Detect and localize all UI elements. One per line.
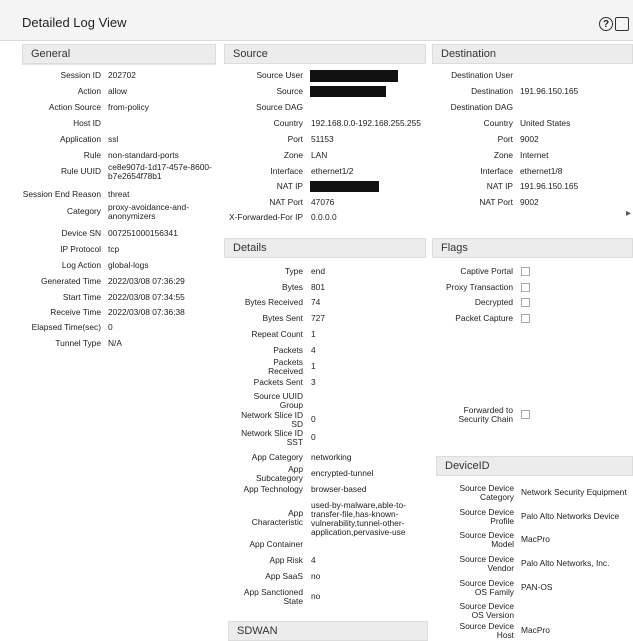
destination-value-nat-port: 9002 [520,197,539,207]
source-label-source-dag: Source DAG [255,102,303,112]
destination-header: Destination [432,44,633,64]
general-label-session-id: Session ID [60,70,101,80]
details-value-app-characteristic: used-by-malware,able-to-transfer-file,has-known-vulnerability,tunnel-other-application,pervasive-use [311,500,406,537]
details-label-app-sanctioned-state: App Sanctioned State [243,587,303,606]
source-label-source-user: Source User [256,70,303,80]
general-label-action-source: Action Source [48,102,101,112]
details-value-network-slice-id-sd: 0 [311,414,316,424]
details-label-app-characteristic: App Characteristic [251,508,303,527]
general-label-receive-time: Receive Time [50,307,101,317]
general-label-category: Category [67,206,101,216]
general-label-rule: Rule [83,150,101,160]
device-value-source-device-profile: Palo Alto Networks Device [521,511,620,521]
general-value-session-end-reason: threat [108,189,130,199]
flags-checkbox-proxy-transaction [521,283,530,292]
details-label-app-risk: App Risk [269,555,303,565]
general-label-generated-time: Generated Time [40,276,101,286]
general-label-elapsed-time-sec: Elapsed Time(sec) [31,322,101,332]
device-label-source-device-model: Source Device Model [459,530,514,549]
redacted-source-user [310,70,398,82]
window-title: Detailed Log View [22,15,127,30]
general-value-rule: non-standard-ports [108,150,179,160]
source-label-x-forwarded-for-ip: X-Forwarded-For IP [229,212,303,222]
device-label-source-device-os-version: Source Device OS Version [459,601,514,620]
general-value-tunnel-type: N/A [108,338,122,348]
details-label-bytes-received: Bytes Received [244,297,303,307]
general-label-log-action: Log Action [61,260,101,270]
details-value-app-category: networking [311,452,352,462]
flags-label-decrypted: Decrypted [474,297,513,307]
details-value-packets-sent: 3 [311,377,316,387]
redacted-nat-ip [310,181,379,192]
source-value-zone: LAN [311,150,328,160]
details-label-source-uuid-group: Source UUID Group [253,391,303,410]
general-label-host-id: Host ID [73,118,101,128]
destination-label-nat-port: NAT Port [479,197,513,207]
general-header: General [22,44,216,64]
details-label-packets: Packets [273,345,303,355]
details-value-app-technology: browser-based [311,484,367,494]
general-value-category: proxy-avoidance-and-anonymizers [108,202,190,221]
device-label-source-device-category: Source Device Category [459,483,514,502]
device-label-source-device-host: Source Device Host [459,621,514,640]
destination-label-zone: Zone [493,150,513,160]
details-value-app-saas: no [311,571,321,581]
general-value-receive-time: 2022/03/08 07:36:38 [108,307,185,317]
mouse-cursor: ▸ [626,208,632,219]
details-value-app-subcategory: encrypted-tunnel [311,468,374,478]
maximize-icon[interactable] [615,17,629,31]
device-value-source-device-host: MacPro [521,625,550,635]
general-label-ip-protocol: IP Protocol [60,244,101,254]
flags-label-forwarded-to-security-chain: Forwarded to Security Chain [458,405,513,424]
device-value-source-device-category: Network Security Equipment [521,487,627,497]
details-header: Details [224,238,426,258]
destination-value-interface: ethernet1/8 [520,166,563,176]
general-label-start-time: Start Time [62,292,101,302]
general-value-ip-protocol: tcp [108,244,120,254]
destination-label-nat-ip: NAT IP [486,181,513,191]
source-label-nat-port: NAT Port [269,197,303,207]
general-value-action-source: from-policy [108,102,149,112]
source-value-country: 192.168.0.0-192.168.255.255 [311,118,421,128]
general-value-session-id: 202702 [108,70,136,80]
flags-checkbox-decrypted [521,298,530,307]
device-label-source-device-os-family: Source Device OS Family [459,578,514,597]
details-label-bytes-sent: Bytes Sent [262,313,303,323]
general-label-device-sn: Device SN [61,228,101,238]
details-value-bytes: 801 [311,282,325,292]
details-label-app-container: App Container [249,539,303,549]
details-value-bytes-sent: 727 [311,313,325,323]
general-value-action: allow [108,86,128,96]
details-label-bytes: Bytes [282,282,303,292]
general-value-generated-time: 2022/03/08 07:36:29 [108,276,185,286]
source-value-interface: ethernet1/2 [311,166,354,176]
sdwan-header: SDWAN [228,621,428,641]
source-label-country: Country [273,118,303,128]
general-label-tunnel-type: Tunnel Type [55,338,101,348]
details-label-network-slice-id-sst: Network Slice ID SST [241,428,303,447]
destination-label-destination: Destination [471,86,513,96]
flags-label-packet-capture: Packet Capture [455,313,513,323]
flags-checkbox-forwarded-to-security-chain [521,410,530,419]
details-value-repeat-count: 1 [311,329,316,339]
destination-value-destination: 191.96.150.165 [520,86,579,96]
destination-label-interface: Interface [480,166,513,176]
sdwan-panel [228,621,428,639]
device-value-source-device-os-family: PAN-OS [521,582,553,592]
device-label-source-device-vendor: Source Device Vendor [459,554,514,573]
source-label-source: Source [276,86,303,96]
details-value-app-sanctioned-state: no [311,591,321,601]
help-icon[interactable]: ? [599,17,613,31]
general-value-device-sn: 007251000156341 [108,228,178,238]
details-label-network-slice-id-sd: Network Slice ID SD [241,410,303,429]
details-label-repeat-count: Repeat Count [251,329,303,339]
flags-header: Flags [432,238,633,258]
details-value-type: end [311,266,325,276]
flags-checkbox-captive-portal [521,267,530,276]
details-value-packets: 4 [311,345,316,355]
general-value-rule-uuid: ce8e907d-1d17-457e-8600-b7e2654f78b1 [108,162,212,181]
destination-value-nat-ip: 191.96.150.165 [520,181,579,191]
redacted-source [310,86,386,97]
destination-label-destination-user: Destination User [451,70,513,80]
details-label-app-saas: App SaaS [265,571,303,581]
details-value-network-slice-id-sst: 0 [311,432,316,442]
destination-value-port: 9002 [520,134,539,144]
source-value-nat-port: 47076 [311,197,335,207]
destination-label-port: Port [497,134,513,144]
destination-value-zone: Internet [520,150,549,160]
details-value-app-risk: 4 [311,555,316,565]
general-value-elapsed-time-sec: 0 [108,322,113,332]
general-label-session-end-reason: Session End Reason [22,189,101,199]
details-label-app-category: App Category [251,452,303,462]
source-label-zone: Zone [283,150,303,160]
details-label-packets-received: Packets Received [268,357,303,376]
general-label-application: Application [60,134,101,144]
destination-label-country: Country [483,118,513,128]
general-value-start-time: 2022/03/08 07:34:55 [108,292,185,302]
device-value-source-device-model: MacPro [521,534,550,544]
device-label-source-device-profile: Source Device Profile [459,507,514,526]
general-value-application: ssl [108,134,119,144]
details-value-packets-received: 1 [311,361,316,371]
title-bar [0,0,633,41]
source-label-interface: Interface [270,166,303,176]
flags-label-proxy-transaction: Proxy Transaction [445,282,513,292]
destination-value-country: United States [520,118,571,128]
source-value-x-forwarded-for-ip: 0.0.0.0 [311,212,337,222]
destination-label-destination-dag: Destination DAG [450,102,513,112]
deviceid-header: DeviceID [436,456,633,476]
flags-checkbox-packet-capture [521,314,530,323]
general-label-rule-uuid: Rule UUID [60,166,101,176]
details-value-bytes-received: 74 [311,297,321,307]
details-label-type: Type [284,266,303,276]
details-label-app-subcategory: App Subcategory [255,464,303,483]
details-label-packets-sent: Packets Sent [253,377,303,387]
device-value-source-device-vendor: Palo Alto Networks, Inc. [521,558,610,568]
source-value-port: 51153 [311,134,334,144]
general-label-action: Action [77,86,101,96]
source-header: Source [224,44,426,64]
flags-label-captive-portal: Captive Portal [460,266,513,276]
source-label-port: Port [287,134,303,144]
source-label-nat-ip: NAT IP [276,181,303,191]
general-value-log-action: global-logs [108,260,149,270]
details-label-app-technology: App Technology [243,484,303,494]
